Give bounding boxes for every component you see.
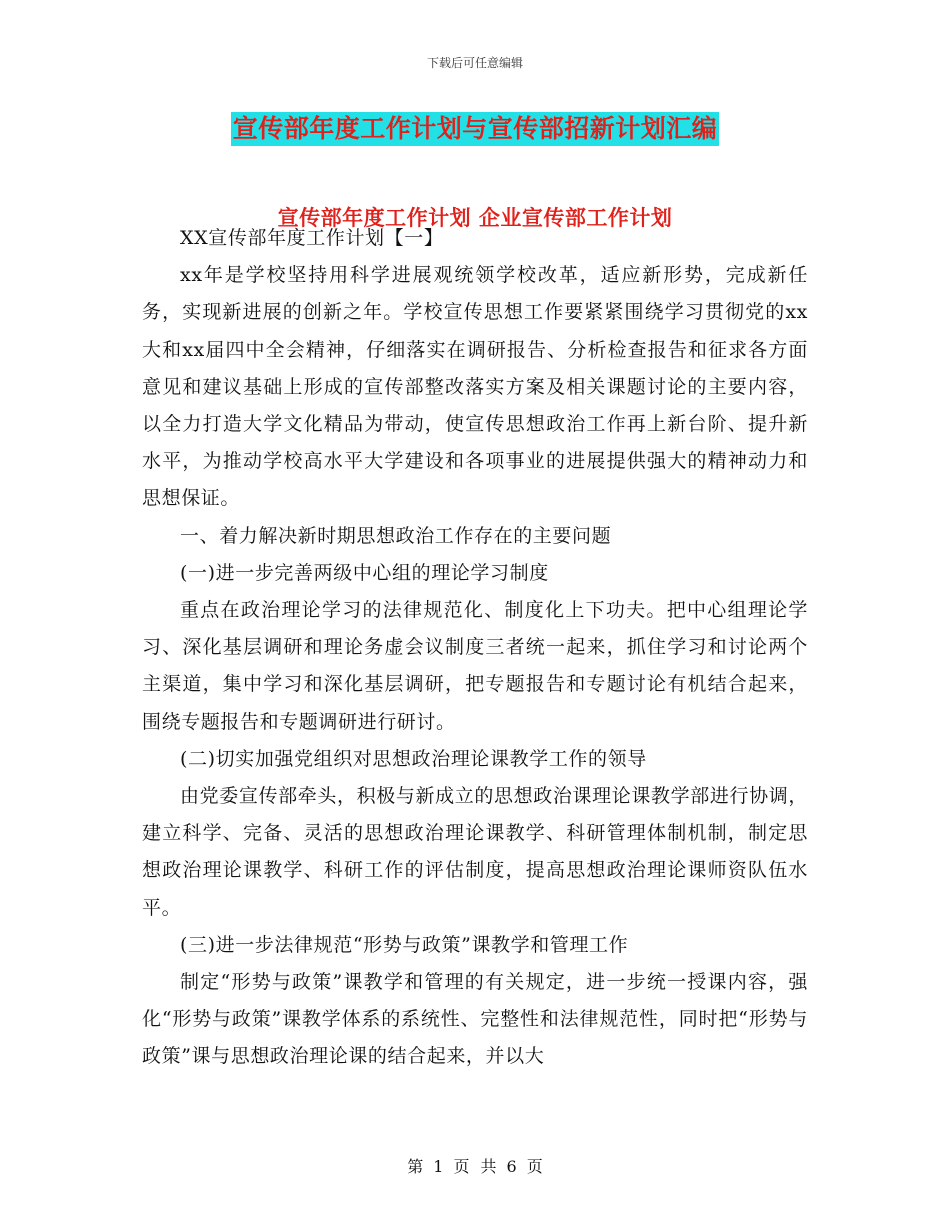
body-paragraph: 重点在政治理论学习的法律规范化、制度化上下功夫。把中心组理论学习、深化基层调研和理论务虚会议制度三者统一起来，抓住学习和讨论两个主渠道，集中学习和深化基层调研，把专题报告和专题讨论有机结合起来，围绕专题报告和专题调研进行研讨。 [142, 599, 808, 733]
footer-middle: 页 共 [453, 1157, 497, 1176]
subsection-heading: (三)进一步法律规范“形势与政策”课教学和管理工作 [180, 933, 629, 956]
footer-prefix: 第 [407, 1157, 424, 1176]
section-heading: 一、着力解决新时期思想政治工作存在的主要问题 [180, 524, 612, 547]
document-title: 宣传部年度工作计划与宣传部招新计划汇编 [231, 112, 720, 146]
body-paragraph: 制定“形势与政策”课教学和管理的有关规定，进一步统一授课内容，强化“形势与政策”课教学体系的系统性、完整性和法律规范性，同时把“形势与政策”课与思想政治理论课的结合起来，并以大 [142, 971, 808, 1068]
body-paragraph: xx年是学校坚持用科学进展观统领学校改革，适应新形势，完成新任务，实现新进展的创新之年。学校宣传思想工作要紧紧围绕学习贯彻党的xx大和xx届四中全会精神，仔细落实在调研报告、分析检查报告和征求各方面意见和建议基础上形成的宣传部整改落实方案及相关课题讨论的主要内容，以全力打造大学文化精品为带动，使宣传思想政治工作再上新台阶、提升新水平，为推动学校高水平大学建设和各项事业的进展提供强大的精神动力和思想保证。 [142, 264, 808, 510]
page-footer [0, 1154, 950, 1177]
subsection-heading: (一)进一步完善两级中心组的理论学习制度 [180, 561, 549, 584]
footer-suffix: 页 [526, 1157, 543, 1176]
header-note: 下载后可任意编辑 [426, 56, 523, 70]
document-body [142, 220, 808, 1076]
page-total: 6 [506, 1157, 517, 1176]
body-paragraph: 由党委宣传部牵头，积极与新成立的思想政治课理论课教学部进行协调，建立科学、完备、灵活的思想政治理论课教学、科研管理体制机制，制定思想政治理论课教学、科研工作的评估制度，提高思想政治理论课师资队伍水平。 [142, 785, 808, 919]
title-block [0, 112, 950, 146]
section-heading: XX宣传部年度工作计划【一】 [180, 227, 444, 249]
subsection-heading: (二)切实加强党组织对思想政治理论课教学工作的领导 [180, 747, 647, 770]
document-subtitle: 宣传部年度工作计划 企业宣传部工作计划 [277, 206, 673, 230]
page-number: 1 [433, 1157, 444, 1176]
